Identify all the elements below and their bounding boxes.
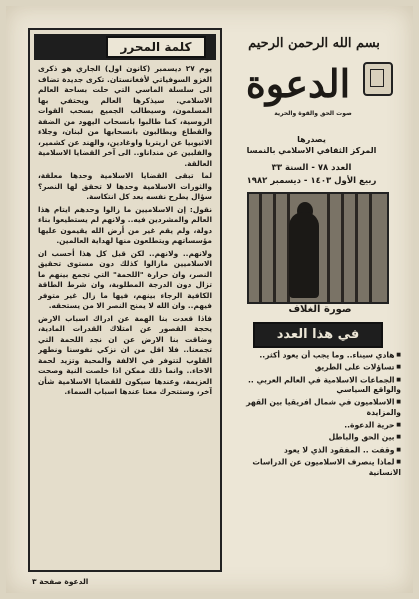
editorial-paragraph: ولانهم.. ولانهم.. لكن قبل كل هذا أحسب ان الاسلاميين مازالوا كذلك دون مستوى تحقيق النصر، وان حرارة "اللحمة" التي تجمع بينهم ما تزال دون الدرجة المطلوبة، وان شرط الطاقة الكافية الرجاء بينهم، فيها ما زال غير متوفر فيهم.. وان الله لا يمنح النصر الا من يستحقه. [38, 248, 212, 310]
publisher-info [224, 134, 399, 156]
emblem-inner-shape [370, 69, 384, 87]
emblem-icon [363, 62, 393, 96]
toc-item[interactable]: ■ هادي سيناء.. وما يجب أن يعود أكثر.. [221, 350, 401, 361]
editorial-paragraph: لما تبقى القضايا الاسلامية وحدها معلقة، والثورات الاسلامية وحدها لا تحقق لها النصر؟ سؤال يطرح نفسه بعد كل انتكاسة. [38, 171, 212, 201]
issue-date: ربيع الأول ١٤٠٣ - ديسمبر ١٩٨٢ [246, 176, 377, 186]
editorial-column [28, 28, 222, 572]
editorial-paragraph: فاذا قعدت بنا الهمة عن ادراك اسباب الارض يحجة القصور عن امتلاك القدرات المادية، وضاقت بنا الارض عن ان نجد اللحمة التي تجمعنا.. فلا اقل من ان نزكي نفوسنا ونطهر القلوب لتتوفر في الالفة والمحبة وتزيد لحمة الاخاء.. وانما ذلك ممكن اذا خلصت النية وصحت العزيمة، وعندها سيكون للقضايا الاسلامية شأن آخر، وستتحرك معنا عندها اسباب السماء. [38, 313, 212, 396]
table-of-contents [221, 350, 401, 480]
toc-item[interactable]: ■ لماذا ينصرف الاسلاميون عن الدراسات الانسانية [221, 457, 401, 478]
issue-info [224, 162, 399, 188]
publisher-line: يصدرها [297, 135, 326, 144]
editorial-paragraph: يوم ٢٧ ديسمبر (كانون اول) الجاري هو ذكرى الغزو السوفياتي لأفغانستان. تكرى جديدة تضاف الى سلسلة الماسي التي حلت بساحة العالم الاسلامي. سيذكرها العالم ويحتفي بها المسلمون، وسيطالب الجميع بسحب القوات الروسية، كما طالبوا بانسحاب اليهود من الضفة والقطاع ويطالبون بانسحابها من لبنان، وجلاء الاثيوبيا عن اريتريا واوغادين، والهند عن كشمير، والفلبين عن منداناو.. الى آخر القضايا الاسلامية العالقة. [38, 64, 212, 168]
page-footer: الدعوة صفحة ٣ [32, 577, 89, 586]
magazine-page [6, 6, 413, 593]
editorial-header-bar [34, 34, 216, 60]
toc-item[interactable]: ■ بين الحق والباطل [221, 432, 401, 443]
magazine-logo [233, 62, 393, 132]
editorial-title: كلمة المحرر [106, 36, 206, 58]
figure-silhouette [289, 212, 319, 298]
editorial-paragraph: نقول: إن الاسلاميين ما زالوا وحدهم ايتام هذا العالم والمشردين فيه.. ولانهم لم يستطيعوا بناء دولة، ولم يقم غير من أرض الله يقيمون عليها مؤسساتهم ويتطلعون منها لهداية العالمين. [38, 204, 212, 245]
basmala: بسم الله الرحمن الرحيم [248, 36, 380, 51]
toc-item[interactable]: ■ وقفت .. المفقود الذي لا يعود [221, 445, 401, 456]
magazine-title: الدعوة [245, 61, 351, 106]
editorial-body [38, 64, 212, 564]
cover-photo [247, 192, 389, 304]
toc-item[interactable]: ■ تساؤلات على الطريق [221, 362, 401, 373]
magazine-subtitle: صوت الحق والقوة والحرية [274, 110, 352, 117]
cover-caption: صورة الغلاف [288, 304, 352, 315]
publisher-name: المركز الثقافي الاسلامي بالنمسا [246, 146, 377, 155]
toc-item[interactable]: ■ الجماعات الاسلامية في العالم العربي .. والواقع السياسي [221, 375, 401, 396]
toc-banner: في هذا العدد [253, 322, 383, 348]
toc-item[interactable]: ■ الاسلاميون في شمال افريقيا بين القهر والمزايدة [221, 397, 401, 418]
toc-item[interactable]: ■ حرية الدعوة.. [221, 420, 401, 431]
issue-number: العدد ٧٨ - السنة ٣٣ [271, 163, 352, 173]
